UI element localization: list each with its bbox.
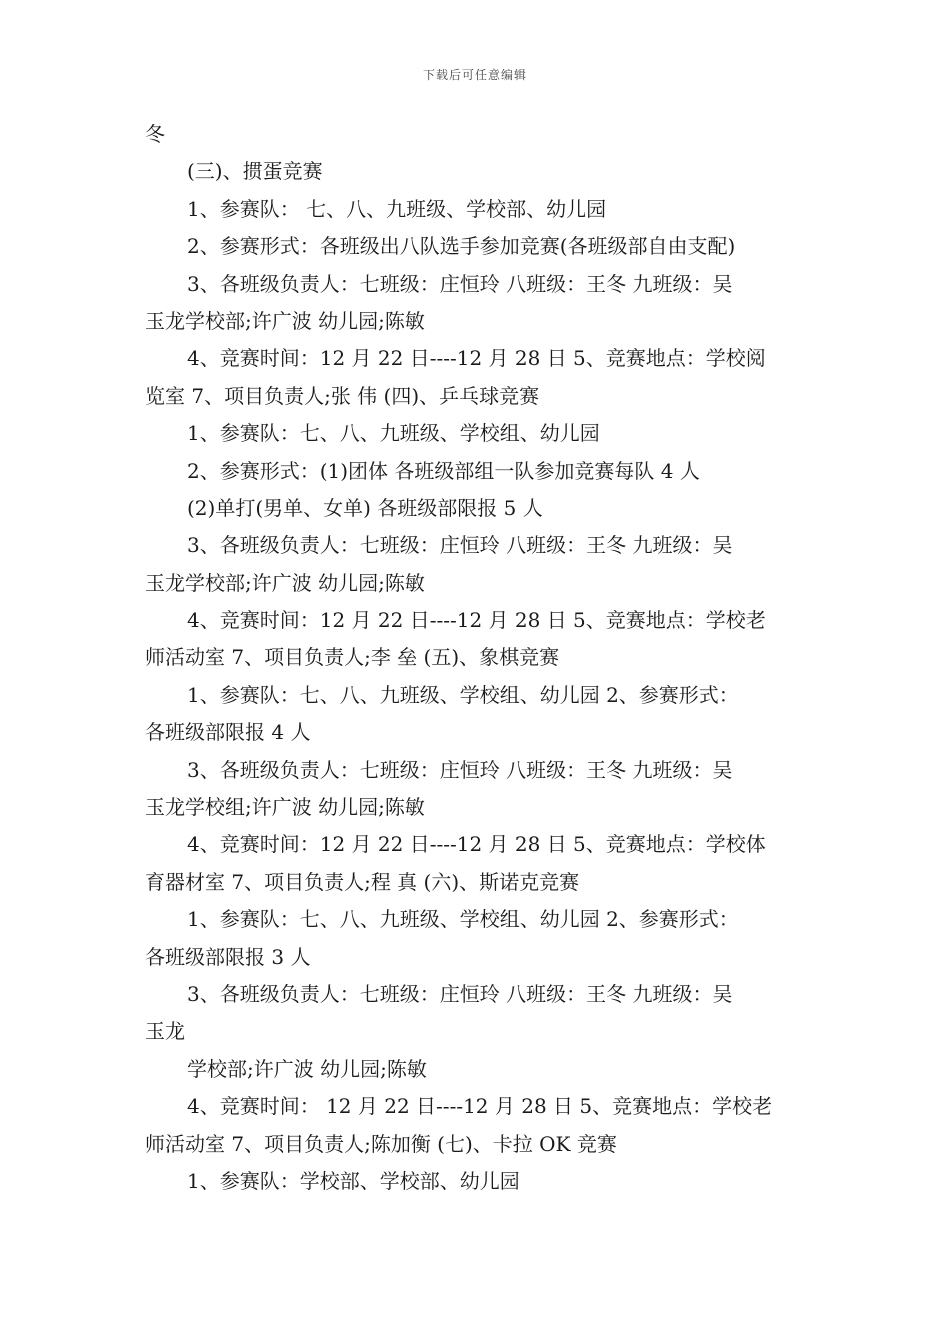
document-line: 2、参赛形式：(1)团体 各班级部组一队参加竞赛每队 4 人 xyxy=(187,458,700,483)
document-line: 4、竞赛时间：12 月 22 日----12 月 28 日 5、竞赛地点：学校阅 xyxy=(187,346,766,371)
document-line: 玉龙 xyxy=(145,1019,185,1044)
document-line: 育器材室 7、项目负责人;程 真 (六)、斯诺克竞赛 xyxy=(145,869,580,894)
document-line: 玉龙学校部;许广波 幼儿园;陈敏 xyxy=(145,570,425,595)
document-line: 1、参赛队： 七、八、九班级、学校部、幼儿园 xyxy=(187,196,607,221)
document-body xyxy=(145,116,810,1200)
document-line: 3、各班级负责人：七班级：庄恒玲 八班级：王冬 九班级：吴 xyxy=(187,271,733,296)
document-line: 1、参赛队：七、八、九班级、学校组、幼儿园 2、参赛形式： xyxy=(187,682,739,707)
document-line: 1、参赛队：七、八、九班级、学校组、幼儿园 xyxy=(187,421,600,446)
document-line: 1、参赛队：学校部、学校部、幼儿园 xyxy=(187,1168,520,1193)
page-header: 下载后可任意编辑 xyxy=(422,68,527,82)
document-line: 各班级部限报 3 人 xyxy=(145,944,311,969)
document-line: 3、各班级负责人：七班级：庄恒玲 八班级：王冬 九班级：吴 xyxy=(187,981,733,1006)
document-line: 4、竞赛时间：12 月 22 日----12 月 28 日 5、竞赛地点：学校体 xyxy=(187,832,766,857)
document-line: 1、参赛队：七、八、九班级、学校组、幼儿园 2、参赛形式： xyxy=(187,907,739,932)
document-line: 师活动室 7、项目负责人;李 垒 (五)、象棋竞赛 xyxy=(145,645,560,670)
document-line: 师活动室 7、项目负责人;陈加衡 (七)、卡拉 OK 竞赛 xyxy=(145,1131,617,1156)
document-line: 3、各班级负责人：七班级：庄恒玲 八班级：王冬 九班级：吴 xyxy=(187,533,733,558)
document-line: 览室 7、项目负责人;张 伟 (四)、乒乓球竞赛 xyxy=(145,383,540,408)
document-line: 4、竞赛时间： 12 月 22 日----12 月 28 日 5、竞赛地点：学校老 xyxy=(187,1094,773,1119)
document-line: 玉龙学校组;许广波 幼儿园;陈敏 xyxy=(145,795,425,820)
document-line: 3、各班级负责人：七班级：庄恒玲 八班级：王冬 九班级：吴 xyxy=(187,757,733,782)
document-line: 冬 xyxy=(145,122,165,146)
document-line: 2、参赛形式：各班级出八队选手参加竞赛(各班级部自由支配) xyxy=(187,234,736,259)
document-line: 玉龙学校部;许广波 幼儿园;陈敏 xyxy=(145,308,425,333)
document-line: 4、竞赛时间：12 月 22 日----12 月 28 日 5、竞赛地点：学校老 xyxy=(187,608,766,633)
document-line: (2)单打(男单、女单) 各班级部限报 5 人 xyxy=(187,495,543,520)
document-line: 各班级部限报 4 人 xyxy=(145,720,311,745)
document-line: 学校部;许广波 幼儿园;陈敏 xyxy=(187,1056,427,1081)
document-line: (三)、掼蛋竞赛 xyxy=(187,159,323,184)
